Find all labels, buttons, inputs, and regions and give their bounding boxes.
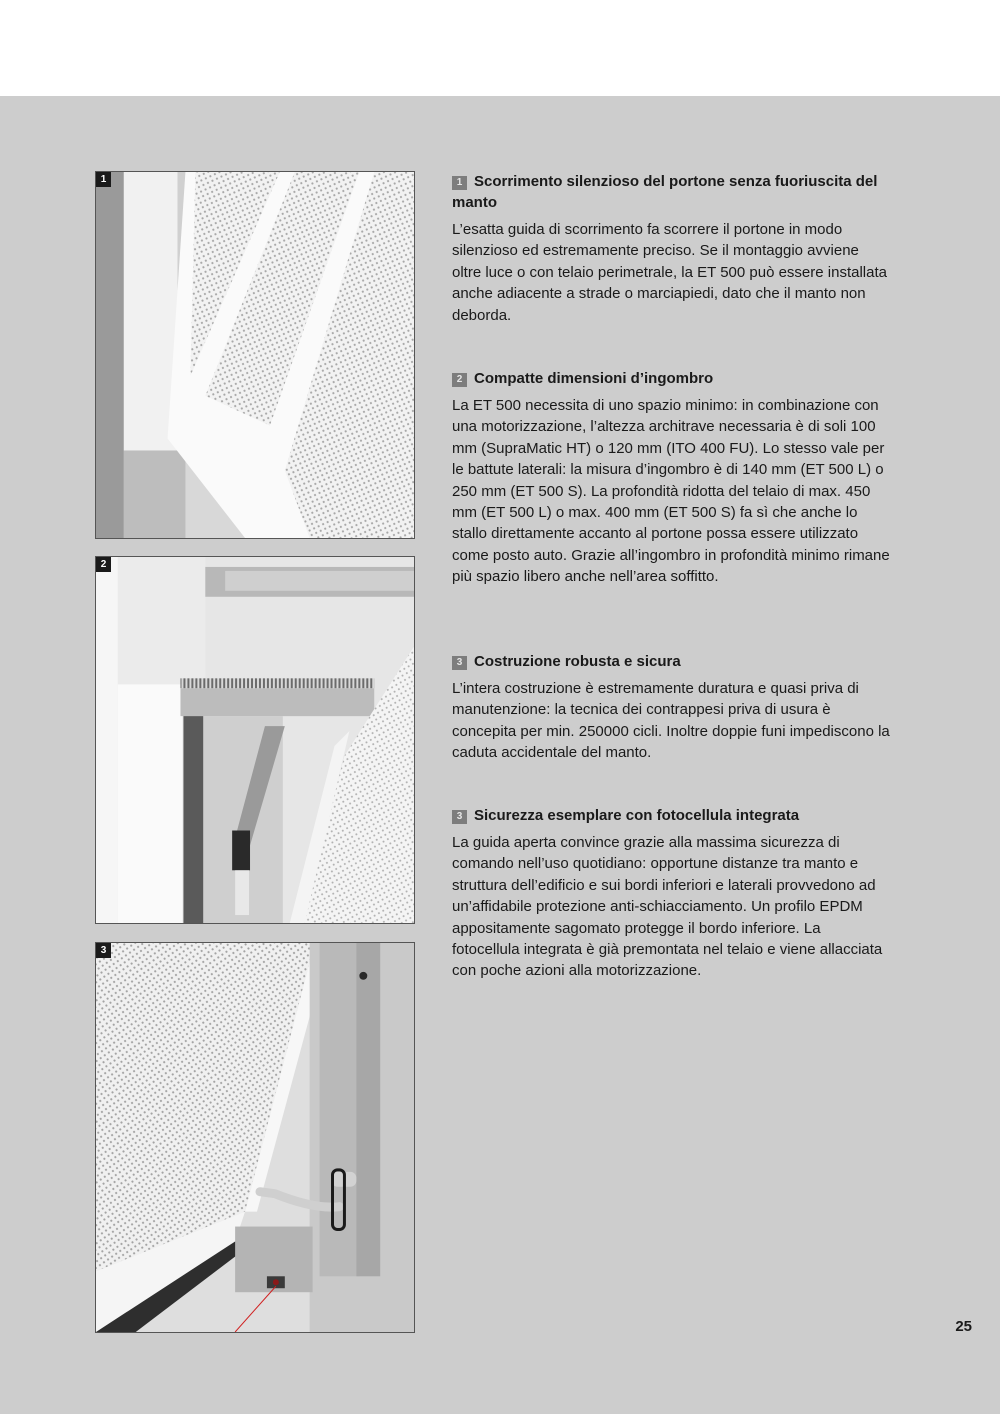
- photo-3-illustration: [96, 943, 414, 1332]
- photo-2-illustration: [96, 557, 414, 923]
- photo-number-badge: 1: [96, 172, 111, 187]
- section-compact-dimensions: [452, 368, 892, 588]
- section-body: La guida aperta convince grazie alla massima sicurezza di comando nell’uso quotidiano: opportune distanze tra manto e struttura dell’edificio e sui bordi inferiori e laterali provvedono ad un’affidabile protezione anti-schiacciamento. Un profilo EPDM appositamente sagomato protegge il bordo inferiore. La fotocellula integrata è già premontata nel telaio e viene allacciata con poche azioni alla motorizzazione.: [452, 834, 883, 980]
- section-number-badge: 3: [452, 810, 467, 824]
- section-heading: [452, 171, 892, 213]
- section-heading-text: Costruzione robusta e sicura: [474, 653, 681, 670]
- section-number-badge: 2: [452, 373, 467, 387]
- photo-number-badge: 3: [96, 943, 111, 958]
- photo-number-badge: 2: [96, 557, 111, 572]
- section-number-badge: 3: [452, 656, 467, 670]
- section-body: La ET 500 necessita di uno spazio minimo: in combinazione con una motorizzazione, l’altezza architrave necessaria è di soli 100 mm (SupraMatic HT) o 120 mm (ITO 400 FU). Lo stesso vale per le battute laterali: la misura d’ingombro è di 140 mm (ET 500 L) o 250 mm (ET 500 S). La profondità ridotta del telaio di max. 450 mm (ET 500 L) o max. 400 mm (ET 500 S) fa sì che anche lo stallo direttamente accanto al portone possa essere utilizzato come posto auto. Grazie all’ingombro in profondità minimo rimane più spazio libero anche nell’area soffitto.: [452, 397, 890, 586]
- page-number: 25: [955, 1318, 972, 1335]
- section-body: L’esatta guida di scorrimento fa scorrere il portone in modo silenzioso ed estremamente preciso. Se il montaggio avviene oltre luce o con telaio perimetrale, la ET 500 può essere installata anche adiacente a strade o marciapiedi, dato che il manto non deborda.: [452, 221, 887, 324]
- photo-1-illustration: [96, 172, 414, 538]
- section-heading-text: Sicurezza esemplare con fotocellula integrata: [474, 807, 800, 824]
- photo-3-photocell: [95, 942, 415, 1333]
- section-quiet-sliding: [452, 171, 892, 326]
- section-heading-text: Scorrimento silenzioso del portone senza fuoriuscita del manto: [452, 173, 878, 211]
- section-body: L’intera costruzione è estremamente duratura e quasi priva di manutenzione: la tecnica dei contrappesi priva di usura è concepita per min. 250000 cicli. Inoltre doppie funi impediscono la caduta accidentale del manto.: [452, 680, 890, 762]
- section-number-badge: 1: [452, 176, 467, 190]
- photo-2-compact-frame: [95, 556, 415, 924]
- section-heading: [452, 651, 892, 672]
- photo-1-door-guide: [95, 171, 415, 539]
- section-robust-construction: [452, 651, 892, 764]
- section-heading: [452, 368, 892, 389]
- section-heading: [452, 805, 892, 826]
- section-heading-text: Compatte dimensioni d’ingombro: [474, 370, 714, 387]
- section-safety-photocell: [452, 805, 892, 982]
